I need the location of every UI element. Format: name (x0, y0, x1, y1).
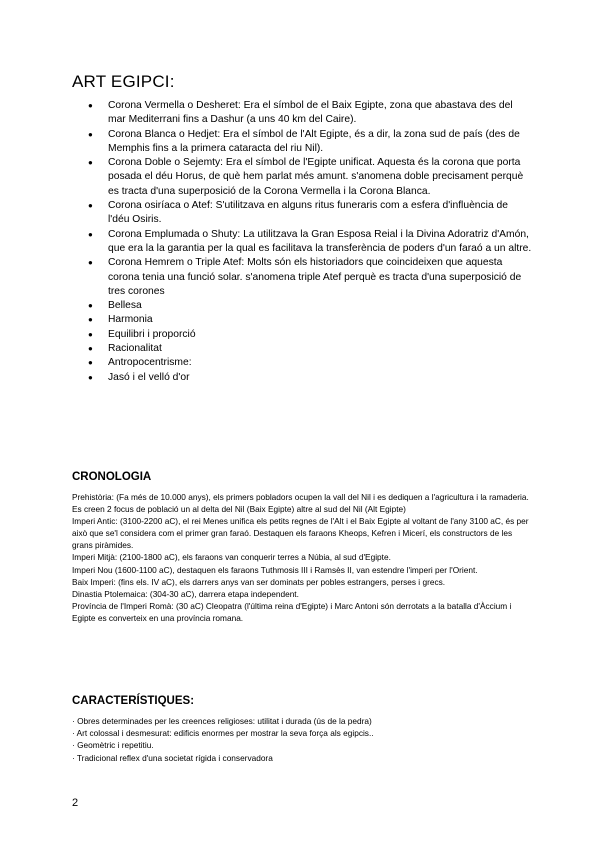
cronologia-paragraph: Imperi Antic: (3100-2200 aC), el rei Menes unifica els petits regnes de l'Alt i el Baix Egipte al voltant de l'any 3100 aC, és per això que se'l considera com el primer gran faraó. Destaquen els faraons Kheops, Kefren i Micerí, els constructors de les grans piràmides. (72, 516, 529, 551)
caracteristica-item: · Art colossal i desmesurat: edificis enormes per mostrar la seva força als egipcis.. (72, 728, 374, 739)
caracteristica-item: · Tradicional reflex d'una societat rígida i conservadora (72, 752, 273, 763)
list-item: ● Equilibri i proporció (88, 328, 532, 342)
list-item: ● Corona Vermella o Desheret: Era el símbol de el Baix Egipte, zona que abastava des del mar Mediterrani fins a Dashur (a uns 40 km del Caire). (88, 99, 532, 128)
list-item: ● Corona Emplumada o Shuty: La utilitzava la Gran Esposa Reial i la Divina Adoratriz d'Amón, que era la la garantia per la qual es facilitava la transferència de poders d'un faraó a un altre. (88, 228, 532, 257)
list-item: ● Racionalitat (88, 342, 532, 356)
list-item: ● Harmonia (88, 313, 532, 327)
list-item: ● Antropocentrisme: (88, 356, 532, 370)
caracteristica-item: · Geomètric i repetitiu. (72, 740, 154, 751)
caracteristiques-section (72, 715, 532, 764)
page-number: 2 (72, 797, 79, 809)
cronologia-heading: CRONOLOGIA (72, 471, 152, 483)
crowns-bullet-list (88, 99, 532, 385)
cronologia-paragraph: Província de l'Imperi Romà: (30 aC) Cleopatra (l'última reina d'Egipte) i Marc Antoni són derrotats a la batalla d'Àccium i Egipte es converteix en una província romana. (72, 600, 512, 623)
cronologia-paragraph: Baix Imperi: (fins els. IV aC), els darrers anys van ser dominats per pobles estrangers, perses i grecs. (72, 576, 446, 587)
cronologia-section (72, 491, 532, 624)
list-item: ● Jasó i el velló d'or (88, 371, 532, 385)
list-item: ● Corona osiríaca o Atef: S'utilitzava en alguns ritus funeraris com a esfera d'influència de l'déu Osiris. (88, 199, 532, 228)
cronologia-paragraph: Dinastia Ptolemaica: (304-30 aC), darrera etapa independent. (72, 588, 299, 599)
caracteristiques-heading: CARACTERÍSTIQUES: (72, 695, 195, 707)
cronologia-paragraph: Prehistòria: (Fa més de 10.000 anys), els primers pobladors ocupen la vall del Nil i es dediquen a l'agricultura i la ramaderia. Es creen 2 focus de població un al delta del Nil (Baix Egipte) altre al sud del Nil (Alt Egipte) (72, 492, 529, 515)
cronologia-paragraph: Imperi Nou (1600-1100 aC), destaquen els faraons Tuthmosis III i Ramsès II, van estendre l'imperi per l'Orient. (72, 564, 478, 575)
list-item: ● Corona Blanca o Hedjet: Era el símbol de l'Alt Egipte, és a dir, la zona sud de país (des de Memphis fins a la primera cataracta del riu Nil). (88, 128, 532, 157)
list-item: ● Bellesa (88, 299, 532, 313)
list-item: ● Corona Doble o Sejemty: Era el símbol de l'Egipte unificat. Aquesta és la corona que porta posada el déu Horus, de què hem parlat més amunt. s'anomena doble precisament perquè es tracta d'una superposició de la Corona Vermella i la Corona Blanca. (88, 156, 532, 199)
caracteristica-item: · Obres determinades per les creences religioses: utilitat i durada (ús de la pedra) (72, 716, 372, 726)
list-item: ● Corona Hemrem o Triple Atef: Molts són els historiadors que coincideixen que aquesta corona tenia una funció solar. s'anomena triple Atef perquè es tracta d'una superposició de tres corones (88, 256, 532, 299)
cronologia-paragraph: Imperi Mitjà: (2100-1800 aC), els faraons van conquerir terres a Núbia, al sud d'Egipte. (72, 552, 391, 563)
page-title: ART EGIPCI: (72, 72, 175, 91)
